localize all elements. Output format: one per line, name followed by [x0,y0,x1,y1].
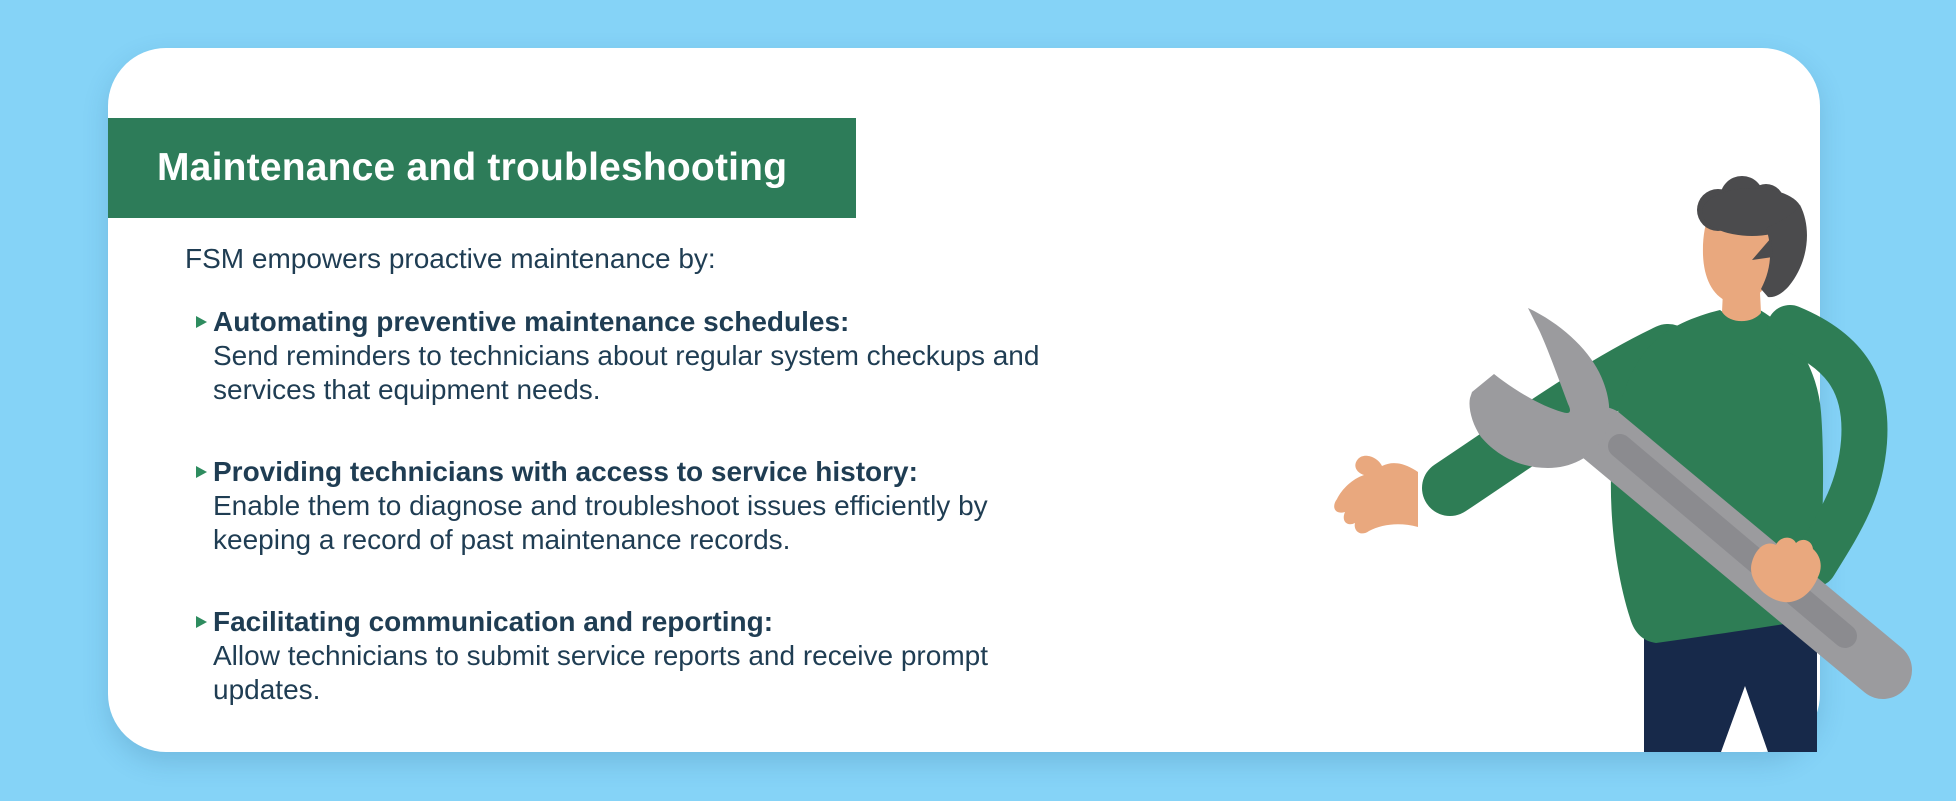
bullet-arrow-icon [196,316,207,328]
technician-illustration [1300,160,1920,752]
bullet-line: updates. [213,674,321,705]
bullet-item-2 [213,455,1165,557]
bullet-line: Send reminders to technicians about regular system checkups and [213,340,1040,371]
open-hand [1334,456,1418,534]
bullet-line: Enable them to diagnose and troubleshoot issues efficiently by [213,490,988,521]
wrench-head [1469,308,1609,468]
bullet-line: services that equipment needs. [213,374,601,405]
bullet-line: Allow technicians to submit service reports and receive prompt [213,640,989,671]
title-banner [108,118,856,218]
body-content [185,242,1165,707]
intro-text: FSM empowers proactive maintenance by: [185,243,716,274]
bullet-arrow-icon [196,466,207,478]
page-title: Maintenance and troubleshooting [157,146,788,189]
bullet-line: keeping a record of past maintenance records. [213,524,791,555]
bullet-arrow-icon [196,616,207,628]
bullet-title: Facilitating communication and reporting: [213,606,774,637]
bullet-title: Providing technicians with access to service history: [213,456,918,487]
bullet-item-1 [213,305,1165,407]
bullet-item-3 [213,605,1165,707]
bullet-title: Automating preventive maintenance schedules: [213,306,850,337]
